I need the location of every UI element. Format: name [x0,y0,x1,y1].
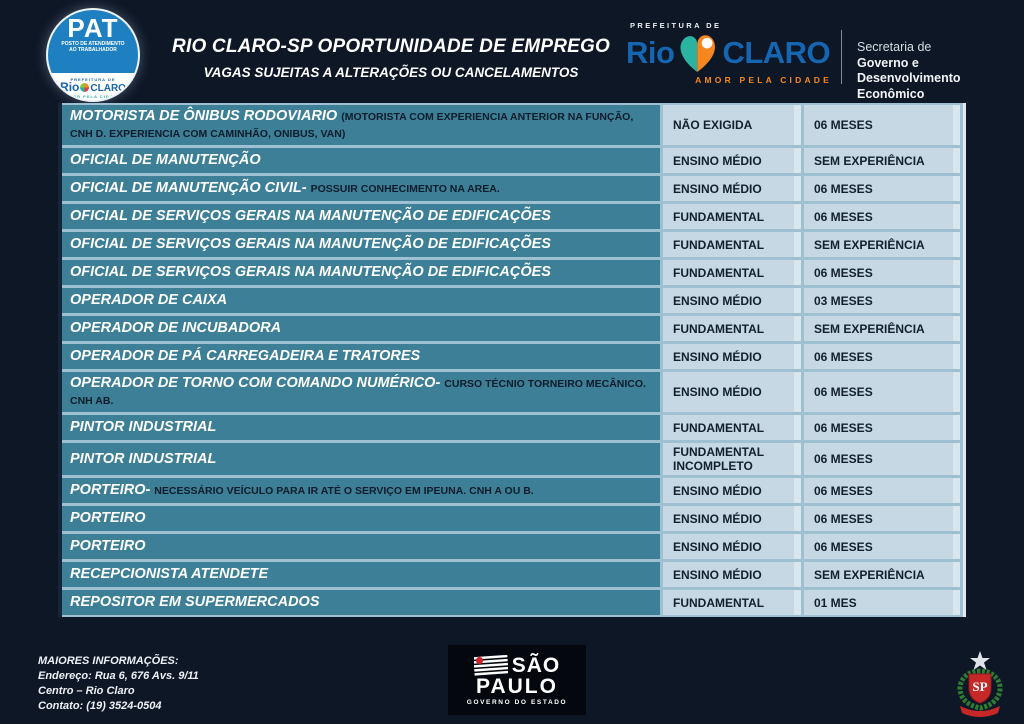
education-value: ENSINO MÉDIO [673,293,762,308]
job-title-cell [62,232,660,257]
experience-cell [804,506,960,531]
pat-acronym: PAT [67,13,119,43]
footer-address: Endereço: Rua 6, 676 Avs. 9/11 [38,670,199,682]
pat-mini-tagline: AMOR PELA CIDADE [64,94,122,99]
footer-info-title: MAIORES INFORMAÇÕES: [38,655,179,667]
job-title: MOTORISTA DE ÔNIBUS RODOVIARIO [70,108,338,124]
experience-cell [804,478,960,503]
heart-pin-icon [675,31,721,75]
footer-info [38,654,199,714]
experience-value: 06 MESES [814,539,873,554]
job-title: PORTEIRO [70,538,146,554]
job-title-cell [62,478,660,503]
rio-claro-mini-mark-icon [80,83,89,92]
table-row [62,316,963,341]
experience-cell [804,344,960,369]
education-cell [663,260,801,285]
experience-value: 03 MESES [814,293,873,308]
education-value: ENSINO MÉDIO [673,349,762,364]
experience-value: 06 MESES [814,118,873,132]
experience-value: 06 MESES [814,420,873,435]
table-row [62,478,963,503]
experience-value: 06 MESES [814,349,873,364]
header-divider [841,30,842,84]
experience-cell [804,415,960,440]
education-cell [663,344,801,369]
job-title: PORTEIRO- [70,482,151,498]
sp-logo-governo-text: GOVERNO DO ESTADO [466,698,568,706]
education-cell [663,105,801,145]
pat-subtitle: POSTO DE ATENDIMENTO AO TRABALHADOR [61,41,125,53]
experience-value: 06 MESES [814,511,873,526]
footer-district: Centro – Rio Claro [38,685,135,697]
experience-value: SEM EXPERIÊNCIA [814,321,925,336]
job-title-cell [62,562,660,587]
experience-value: 06 MESES [814,452,873,466]
page-title-block [168,36,614,80]
education-value: FUNDAMENTAL INCOMPLETO [673,445,764,473]
job-title-cell [62,105,660,145]
education-value: ENSINO MÉDIO [673,181,762,196]
experience-cell [804,316,960,341]
job-note: CURSO TÉCNIO TORNEIRO MECÂNICO. CNH AB. [70,378,646,407]
job-title: OPERADOR DE PÁ CARREGADEIRA E TRATORES [70,348,421,364]
table-row [62,344,963,369]
experience-cell [804,204,960,229]
experience-value: 01 MES [814,595,857,610]
job-title-cell [62,148,660,173]
table-row [62,415,963,440]
table-row [62,232,963,257]
job-title: PORTEIRO [70,510,146,526]
job-title: OFICIAL DE SERVIÇOS GERAIS NA MANUTENÇÃO DE EDIFICAÇÕES [70,208,551,224]
experience-cell [804,562,960,587]
table-row [62,148,963,173]
education-value: ENSINO MÉDIO [673,511,762,526]
page-subtitle: VAGAS SUJEITAS A ALTERAÇÕES OU CANCELAMENTOS [203,65,579,80]
education-value: FUNDAMENTAL [673,321,765,336]
job-title-cell [62,344,660,369]
seal-initials: SP [972,679,988,694]
secretaria-block [857,40,1024,102]
job-title-cell [62,316,660,341]
table-row [62,506,963,531]
prefeitura-rio-text: Rio [626,35,675,70]
job-title-cell [62,415,660,440]
education-cell [663,288,801,313]
sp-flag-icon [474,655,508,677]
table-row [62,534,963,559]
sao-paulo-gov-logo [448,645,586,715]
experience-value: SEM EXPERIÊNCIA [814,153,925,168]
experience-cell [804,176,960,201]
job-title: OFICIAL DE MANUTENÇÃO [70,152,261,168]
table-row [62,260,963,285]
pat-logo [46,8,140,102]
experience-value: 06 MESES [814,181,873,196]
education-value: ENSINO MÉDIO [673,539,762,554]
table-row [62,372,963,412]
job-title: REPOSITOR EM SUPERMERCADOS [70,594,320,610]
prefeitura-wordmark [626,31,832,75]
job-title-cell [62,590,660,615]
job-note: NECESSÁRIO VEÍCULO PARA IR ATÉ O SERVIÇO EM IPEUNA. CNH A OU B. [154,485,534,497]
education-cell [663,443,801,475]
job-title: RECEPCIONISTA ATENDETE [70,566,269,582]
education-cell [663,232,801,257]
experience-cell [804,590,960,615]
sp-coat-of-arms-icon [952,650,1008,723]
education-cell [663,176,801,201]
sp-logo-sao-text: SÃO [511,654,561,677]
table-row [62,176,963,201]
job-note: (MOTORISTA COM EXPERIENCIA ANTERIOR NA FUNÇÃO, CNH D. EXPERIENCIA COM CAMINHÃO, ONIBUS, VAN) [70,111,634,140]
job-title: OFICIAL DE MANUTENÇÃO CIVIL- [70,180,307,196]
education-value: NÃO EXIGIDA [673,118,753,132]
education-cell [663,590,801,615]
education-value: FUNDAMENTAL [673,209,765,224]
table-row [62,105,963,145]
table-row [62,204,963,229]
job-title: OPERADOR DE INCUBADORA [70,320,282,336]
table-row [62,288,963,313]
experience-cell [804,105,960,145]
experience-value: 06 MESES [814,265,873,280]
secretaria-line2: Governo e Desenvolvimento [857,55,961,85]
job-title: OPERADOR DE CAIXA [70,292,228,308]
job-title-cell [62,443,660,475]
job-title-cell [62,260,660,285]
jobs-table [58,103,966,617]
sp-logo-paulo-text: PAULO [476,674,558,698]
experience-value: SEM EXPERIÊNCIA [814,237,925,252]
education-value: FUNDAMENTAL [673,265,765,280]
education-cell [663,372,801,412]
education-value: ENSINO MÉDIO [673,153,762,168]
experience-cell [804,534,960,559]
experience-value: SEM EXPERIÊNCIA [814,567,925,582]
education-cell [663,534,801,559]
secretaria-line1: Secretaria de [857,40,932,54]
prefeitura-logo [626,21,832,85]
table-row [62,562,963,587]
footer-contact: Contato: (19) 3524-0504 [38,700,162,712]
education-cell [663,478,801,503]
job-title: PINTOR INDUSTRIAL [70,450,217,467]
education-cell [663,148,801,173]
job-title-cell [62,534,660,559]
education-value: ENSINO MÉDIO [673,567,762,582]
experience-cell [804,232,960,257]
prefeitura-tagline: AMOR PELA CIDADE [695,75,832,85]
education-cell [663,204,801,229]
job-title: OPERADOR DE TORNO COM COMANDO NUMÉRICO- [70,375,441,391]
experience-cell [804,288,960,313]
job-title: OFICIAL DE SERVIÇOS GERAIS NA MANUTENÇÃO DE EDIFICAÇÕES [70,236,551,252]
experience-value: 06 MESES [814,483,873,498]
job-title-cell [62,204,660,229]
prefeitura-claro-text: CLARO [722,35,831,70]
job-title-cell [62,506,660,531]
experience-value: 06 MESES [814,209,873,224]
experience-cell [804,372,960,412]
education-cell [663,415,801,440]
education-value: FUNDAMENTAL [673,595,765,610]
job-title-cell [62,372,660,412]
table-row [62,590,963,615]
pat-logo-top [48,10,138,73]
experience-value: 06 MESES [814,385,873,399]
table-row [62,443,963,475]
pat-mini-logo [48,73,138,100]
education-cell [663,562,801,587]
education-value: ENSINO MÉDIO [673,385,762,399]
job-title: OFICIAL DE SERVIÇOS GERAIS NA MANUTENÇÃO DE EDIFICAÇÕES [70,264,551,280]
education-cell [663,316,801,341]
pat-mini-prefix: PREFEITURA DE [70,77,116,82]
education-value: FUNDAMENTAL [673,420,765,435]
secretaria-line3: Econômico [857,86,925,101]
job-note: POSSUIR CONHECIMENTO NA AREA. [310,183,500,195]
pat-mini-claro-text: CLARO [90,83,126,94]
education-value: FUNDAMENTAL [673,237,765,252]
experience-cell [804,443,960,475]
pat-mini-rio-text: Rio [60,80,80,94]
job-title: PINTOR INDUSTRIAL [70,419,217,435]
experience-cell [804,260,960,285]
experience-cell [804,148,960,173]
page-title: RIO CLARO-SP OPORTUNIDADE DE EMPREGO [172,36,610,57]
education-value: ENSINO MÉDIO [673,483,762,498]
job-title-cell [62,176,660,201]
prefeitura-eyebrow: PREFEITURA DE [630,21,722,30]
job-title-cell [62,288,660,313]
education-cell [663,506,801,531]
